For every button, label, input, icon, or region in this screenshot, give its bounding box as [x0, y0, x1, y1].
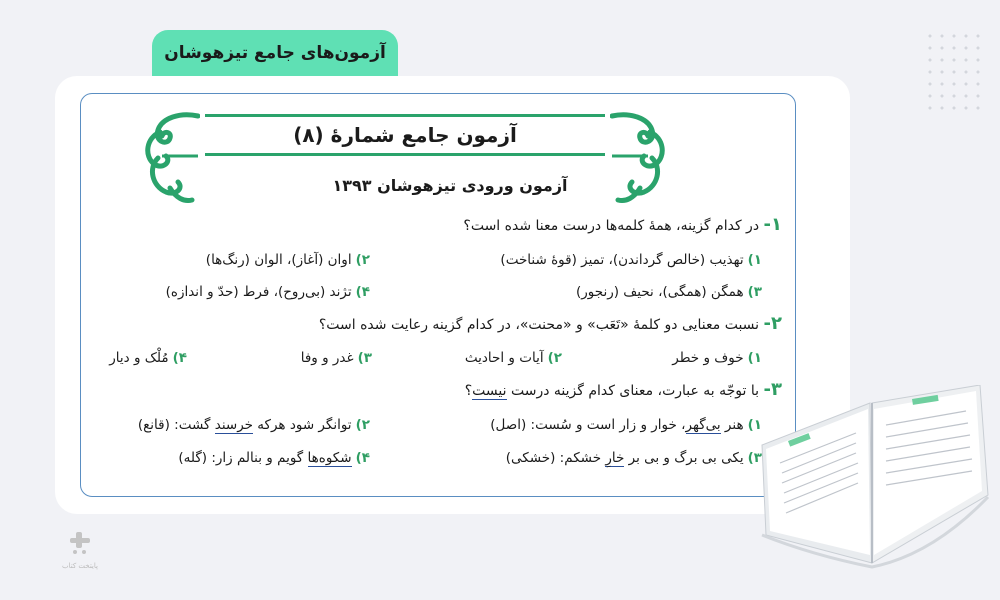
banner-top-line [205, 114, 605, 117]
option-text: غدر و وفا [300, 350, 354, 366]
question-2 [319, 313, 782, 334]
option-index: ۲) [547, 350, 562, 366]
option-underlined-word: شکوه‌ها [307, 450, 352, 466]
option-text: تژند (بی‌روح)، فرط (حدّ و اندازه) [165, 284, 352, 300]
option-index: ۱) [747, 252, 762, 268]
option-3-4 [178, 450, 370, 466]
option-text-pre: یکی بی برگ و بی بر [624, 450, 744, 466]
option-text: آیات و احادیث [464, 350, 544, 366]
option-3-1 [490, 417, 762, 433]
question-number: ۱- [763, 214, 782, 235]
question-text-post: ؟ [464, 383, 473, 399]
option-index: ۴) [355, 450, 370, 466]
option-text-post: گویم و بنالم زار: (گله) [178, 450, 308, 466]
option-underlined-word: خرسند [214, 417, 254, 433]
option-index: ۲) [355, 252, 370, 268]
option-index: ۳) [357, 350, 372, 366]
header-tag: آزمون‌های جامع تیزهوشان [152, 30, 398, 76]
ornament-left-icon [140, 108, 200, 206]
option-text: تهذیب (خالص گرداندن)، تمیز (قوهٔ شناخت) [500, 252, 744, 268]
option-1-2 [206, 252, 370, 268]
option-index: ۱) [747, 350, 762, 366]
brand-logo [55, 530, 105, 570]
question-text: نسبت معنایی دو کلمهٔ «تَعَب» و «محنت»، در کدام گزینه رعایت شده است؟ [318, 317, 760, 333]
ornament-right-icon [610, 108, 670, 206]
question-text: در کدام گزینه، همهٔ کلمه‌ها درست معنا شده است؟ [463, 218, 760, 234]
title-banner [205, 114, 605, 156]
option-2-2 [465, 350, 562, 366]
question-3 [465, 379, 782, 400]
option-text-post: ، خوار و زار است و سُست: (اصل) [490, 417, 686, 433]
page-title: آزمون جامع شمارهٔ (۸) [293, 123, 517, 147]
option-text-pre: هنر [720, 417, 744, 433]
question-number: ۳- [763, 379, 782, 400]
option-1-4 [166, 284, 370, 300]
option-2-3 [301, 350, 372, 366]
option-1-3 [576, 284, 762, 300]
option-text-pre: توانگر شود هرکه [253, 417, 352, 433]
question-text-pre: با توجّه به عبارت، معنای کدام گزینه درست [506, 383, 760, 399]
dot-pattern [924, 30, 984, 110]
option-underlined-word: بی‌گهر [685, 417, 721, 433]
page-subtitle: آزمون ورودی تیزهوشان ۱۳۹۳ [332, 176, 568, 195]
option-index: ۴) [172, 350, 187, 366]
question-1 [463, 214, 782, 235]
option-text-post: گشت: (قانع) [137, 417, 215, 433]
option-text-post: خشکم: (خشکی) [505, 450, 606, 466]
option-index: ۳) [747, 284, 762, 300]
logo-icon [66, 530, 94, 556]
option-2-4 [109, 350, 187, 366]
open-book-icon [752, 385, 992, 585]
logo-caption: پایتخت کتاب [62, 562, 98, 570]
question-text-emphasis: نیست [472, 383, 507, 399]
option-text: خوف و خطر [672, 350, 744, 366]
option-index: ۱) [747, 417, 762, 433]
option-3-3 [506, 450, 762, 466]
option-index: ۴) [355, 284, 370, 300]
banner-bottom-line [205, 153, 605, 156]
option-text: همگن (همگی)، نحیف (رنجور) [575, 284, 744, 300]
option-text: اوان (آغاز)، الوان (رنگ‌ها) [205, 252, 352, 268]
option-text: مُلْک و دیار [109, 350, 169, 366]
option-index: ۲) [355, 417, 370, 433]
option-1-1 [500, 252, 762, 268]
option-index: ۳) [747, 450, 762, 466]
option-3-2 [138, 417, 370, 433]
question-number: ۲- [763, 313, 782, 334]
option-2-1 [672, 350, 762, 366]
option-underlined-word: خارِ [605, 450, 625, 466]
